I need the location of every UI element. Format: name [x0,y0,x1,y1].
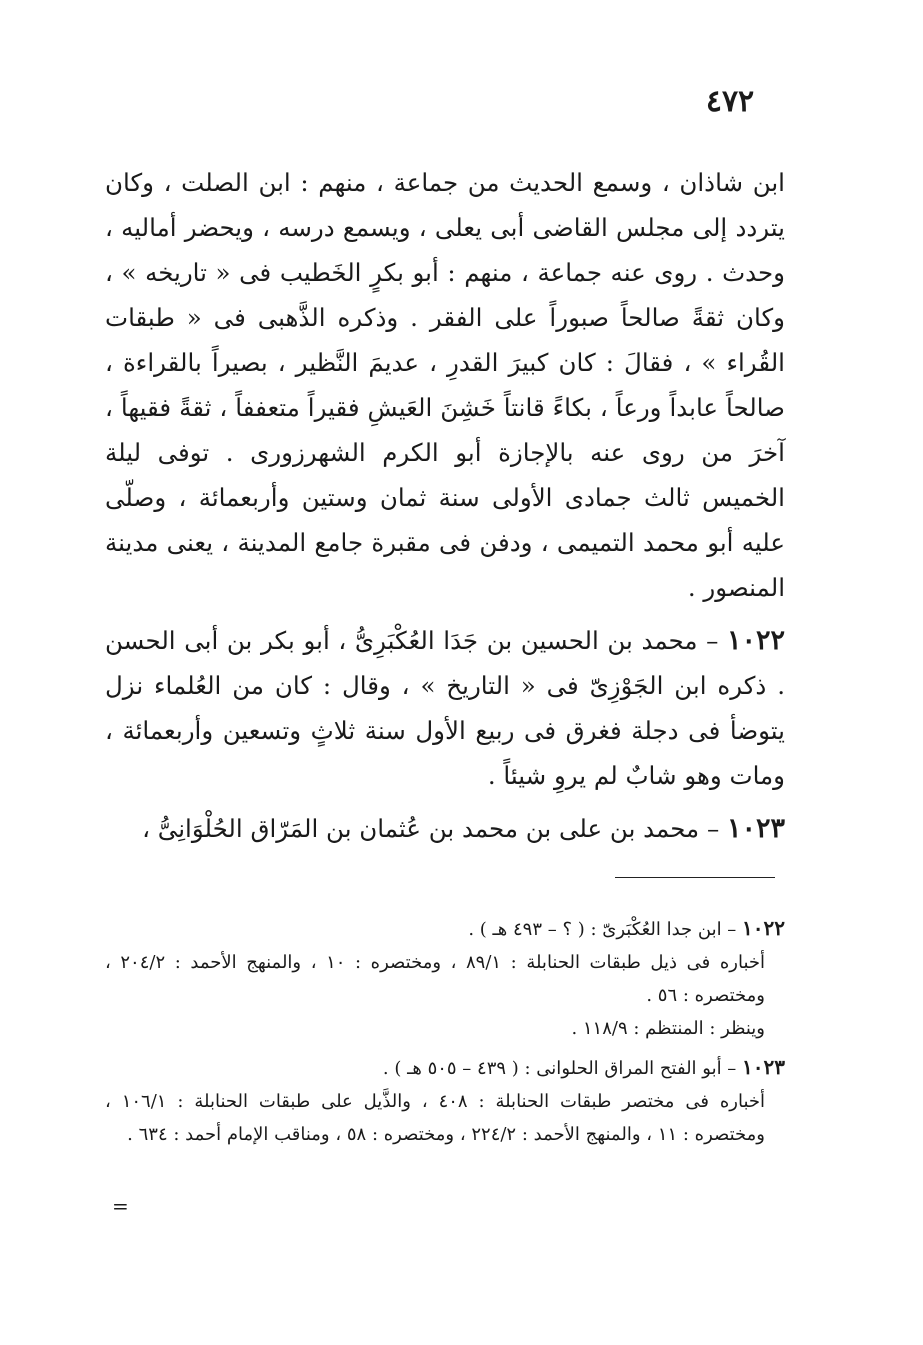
footnote-number: ١٠٢٢ [742,916,785,940]
footnotes [105,906,785,1151]
entry-dash: – [697,626,727,655]
entry-text: محمد بن على بن محمد بن عُثمان بن المَرّاق الحُلْوَانِىُّ ، [142,814,700,843]
footnote-1022-heading [105,912,785,946]
paragraph-continuation: ابن شاذان ، وسمع الحديث من جماعة ، منهم : ابن الصلت ، وكان يتردد إلى مجلس القاضى أبى يعلى ، ويسمع درسه ، ويحضر أماليه ، وحدث . روى عنه جماعة ، منهم : أبو بكرٍ الخَطيب فى « تاريخه » ، وكان ثقةً صالحاً صبوراً على الفقر . وذكره الذَّهبى فى « طبقات القُراء » ، فقالَ : كان كبيرَ القدرِ ، عديمَ النَّظير ، بصيراً بالقراءة ، صالحاً عابداً ورعاً ، بكاءً قانتاً خَشِنَ العَيشِ فقيراً متعففاً ، ثقةً فقيهاً ، آخرَ من روى عنه بالإجازة أبو الكرم الشهرزورى . توفى ليلة الخميس ثالث جمادى الأولى سنة ثمان وستين وأربعمائة ، وصلّى عليه أبو محمد التميمى ، ودفن فى مقبرة جامع المدينة ، يعنى مدينة المنصور . [105,168,785,602]
footnote-1023-sources: أخباره فى مختصر طبقات الحنابلة : ٤٠٨ ، والذَّيل على طبقات الحنابلة : ١٠٦/١ ، ومختصره : ١١ ، والمنهج الأحمد : ٢٢٤/٢ ، ومختصره : ٥٨ ، ومناقب الإمام أحمد : ٦٣٤ . [105,1091,765,1145]
entry-1022 [105,618,785,798]
footnote-1022-sources: أخباره فى ذيل طبقات الحنابلة : ٨٩/١ ، ومختصره : ١٠ ، والمنهج الأحمد : ٢٠٤/٢ ، ومختصره : ٥٦ . [105,952,766,1006]
footnote-heading-text: – أبو الفتح المراق الحلوانى : ( ٤٣٩ – ٥٠٥ هـ ) . [382,1058,743,1079]
continuation-mark: = [112,1194,129,1218]
footnote-1022-see-also: وينظر : المنتظم : ١١٨/٩ . [571,1018,765,1039]
entry-number: ١٠٢٣ [726,813,785,844]
entry-1023 [105,806,785,851]
footnote-1023-heading [105,1051,785,1085]
footnote-heading-text: – ابن جدا العُكْبَرىّ : ( ؟ – ٤٩٣ هـ ) . [468,919,743,940]
entry-number: ١٠٢٢ [726,625,785,656]
entry-text: محمد بن الحسين بن جَدَا العُكْبَرِىُّ ، أبو بكر بن أبى الحسن . ذكره ابن الجَوْزِىّ فى « التاريخ » ، وقال : كان من العُلماء نزل يتوضأ فى دجلة فغرق فى ربيع الأول سنة ثلاثٍ وتسعين وأربعمائة ، ومات وهو شابٌ لم يروِ شيئاً . [105,626,785,790]
main-text [105,160,785,851]
footnote-separator [615,877,775,878]
entry-dash: – [699,814,727,843]
footnote-number: ١٠٢٣ [742,1055,785,1079]
page-number: ٤٧٢ [705,84,755,119]
